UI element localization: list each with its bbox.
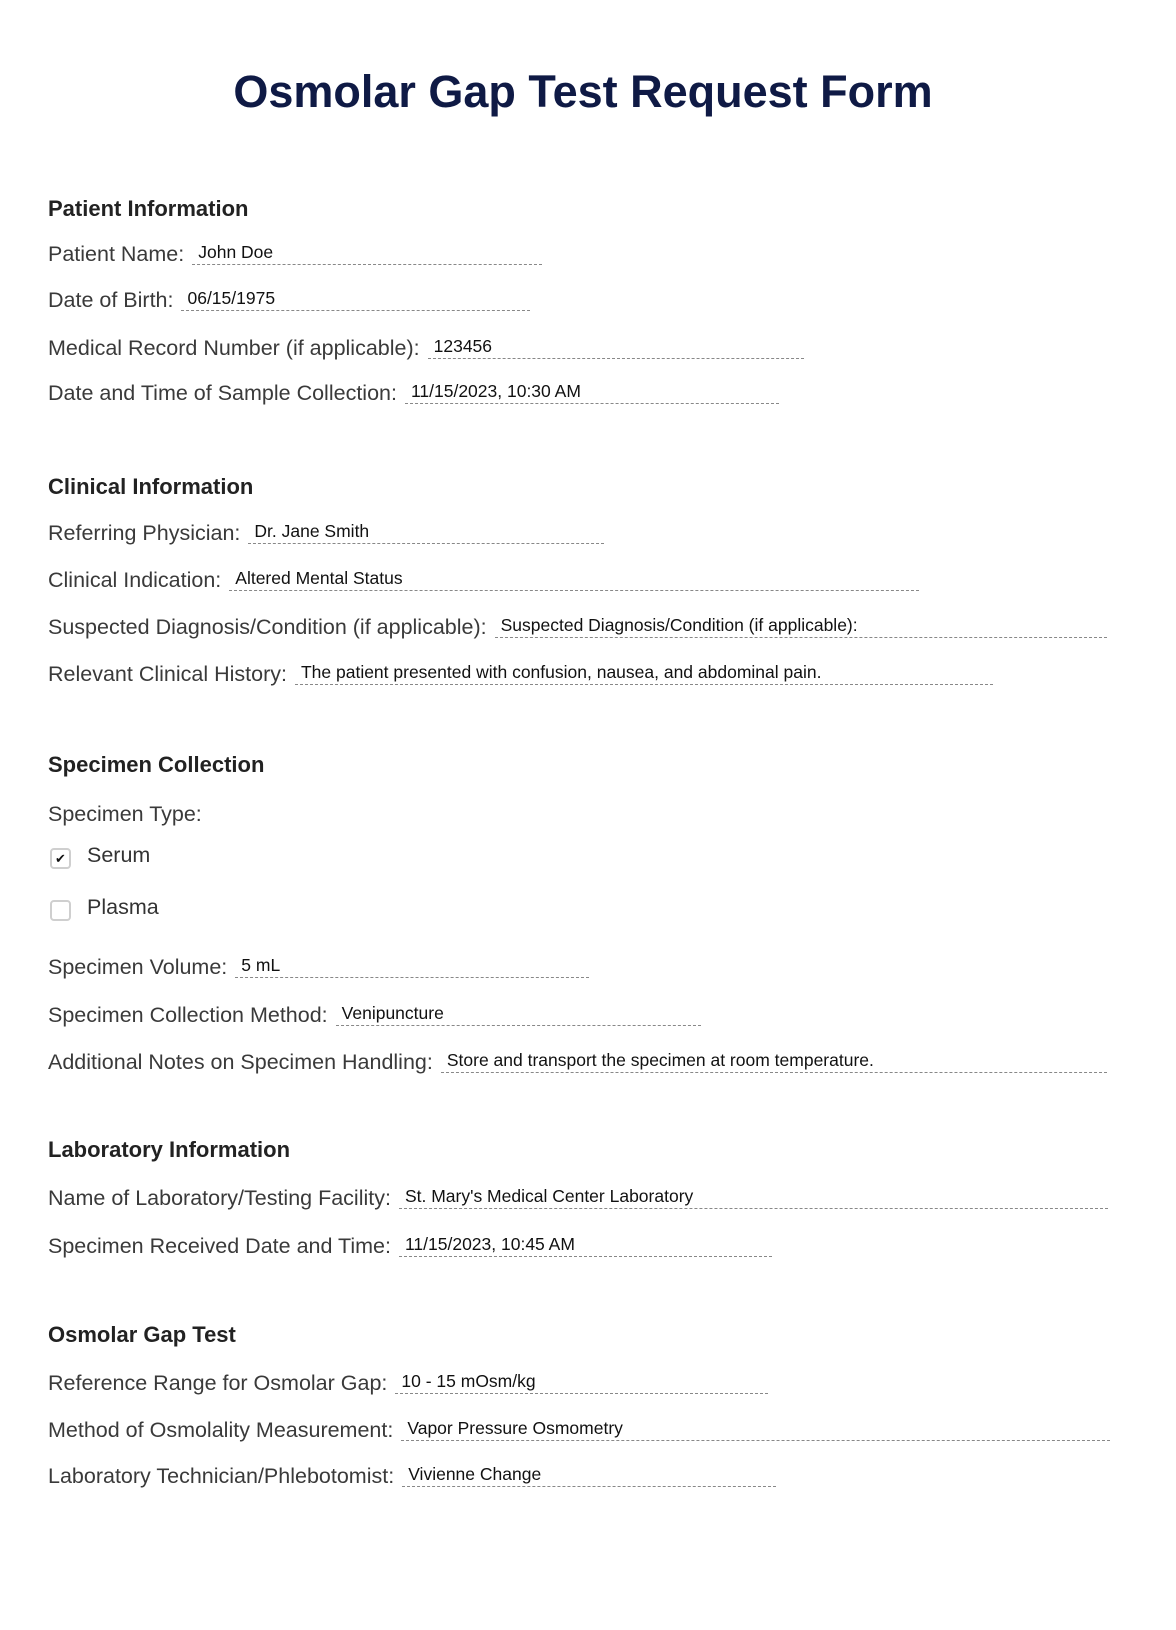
- tech-row: [48, 1459, 776, 1489]
- physician-row: [48, 516, 604, 546]
- facility-row: [48, 1181, 1108, 1211]
- section-patient-information: Patient Information: [48, 196, 249, 221]
- range-row: [48, 1366, 768, 1396]
- method-row: [48, 998, 701, 1028]
- range-field[interactable]: 10 - 15 mOsm/kg: [395, 1372, 768, 1394]
- specimen-type-row: [48, 797, 202, 827]
- patient-name-field[interactable]: John Doe: [192, 243, 542, 265]
- volume-label: Specimen Volume:: [48, 955, 228, 979]
- measure-label: Method of Osmolality Measurement:: [48, 1418, 394, 1442]
- form-title: Osmolar Gap Test Request Form: [233, 66, 933, 117]
- notes-field[interactable]: Store and transport the specimen at room temperature.: [441, 1051, 1107, 1073]
- tech-label: Laboratory Technician/Phlebotomist:: [48, 1464, 395, 1488]
- serum-option[interactable]: [50, 842, 150, 869]
- received-label: Specimen Received Date and Time:: [48, 1234, 391, 1258]
- method-field[interactable]: Venipuncture: [336, 1004, 701, 1026]
- history-field[interactable]: The patient presented with confusion, nausea, and abdominal pain.: [295, 663, 993, 685]
- facility-field[interactable]: St. Mary's Medical Center Laboratory: [399, 1187, 1108, 1209]
- diagnosis-row: [48, 610, 1107, 640]
- plasma-option[interactable]: [50, 894, 159, 921]
- history-label: Relevant Clinical History:: [48, 662, 287, 686]
- history-row: [48, 657, 993, 687]
- physician-field[interactable]: Dr. Jane Smith: [248, 522, 604, 544]
- indication-field[interactable]: Altered Mental Status: [229, 569, 919, 591]
- dob-field[interactable]: 06/15/1975: [181, 289, 530, 311]
- serum-label: Serum: [87, 843, 151, 867]
- plasma-checkbox[interactable]: [50, 900, 71, 921]
- indication-row: [48, 563, 919, 593]
- range-label: Reference Range for Osmolar Gap:: [48, 1371, 388, 1395]
- collection-row: [48, 376, 779, 406]
- received-row: [48, 1229, 772, 1259]
- section-clinical-information: Clinical Information: [48, 474, 254, 499]
- tech-field[interactable]: Vivienne Change: [402, 1465, 776, 1487]
- physician-label: Referring Physician:: [48, 521, 241, 545]
- collection-label: Date and Time of Sample Collection:: [48, 381, 397, 405]
- serum-checkbox[interactable]: ✔: [50, 848, 71, 869]
- method-label: Specimen Collection Method:: [48, 1003, 328, 1027]
- diagnosis-field[interactable]: Suspected Diagnosis/Condition (if applicable):: [495, 616, 1107, 638]
- measure-field[interactable]: Vapor Pressure Osmometry: [401, 1419, 1110, 1441]
- volume-row: [48, 950, 589, 980]
- plasma-label: Plasma: [87, 895, 159, 919]
- mrn-label: Medical Record Number (if applicable):: [48, 336, 420, 360]
- section-laboratory-information: Laboratory Information: [48, 1137, 291, 1162]
- received-field[interactable]: 11/15/2023, 10:45 AM: [399, 1235, 772, 1257]
- specimen-type-label: Specimen Type:: [48, 802, 202, 826]
- notes-row: [48, 1045, 1107, 1075]
- notes-label: Additional Notes on Specimen Handling:: [48, 1050, 433, 1074]
- facility-label: Name of Laboratory/Testing Facility:: [48, 1186, 391, 1210]
- indication-label: Clinical Indication:: [48, 568, 222, 592]
- measure-row: [48, 1413, 1110, 1443]
- section-specimen-collection: Specimen Collection: [48, 752, 265, 777]
- diagnosis-label: Suspected Diagnosis/Condition (if applicable):: [48, 615, 487, 639]
- patient-name-label: Patient Name:: [48, 242, 185, 266]
- volume-field[interactable]: 5 mL: [235, 956, 589, 978]
- section-osmolar-gap-test: Osmolar Gap Test: [48, 1322, 236, 1347]
- dob-row: [48, 283, 530, 313]
- patient-name-row: [48, 237, 542, 267]
- mrn-field[interactable]: 123456: [428, 337, 804, 359]
- dob-label: Date of Birth:: [48, 288, 174, 312]
- mrn-row: [48, 331, 804, 361]
- collection-field[interactable]: 11/15/2023, 10:30 AM: [405, 382, 779, 404]
